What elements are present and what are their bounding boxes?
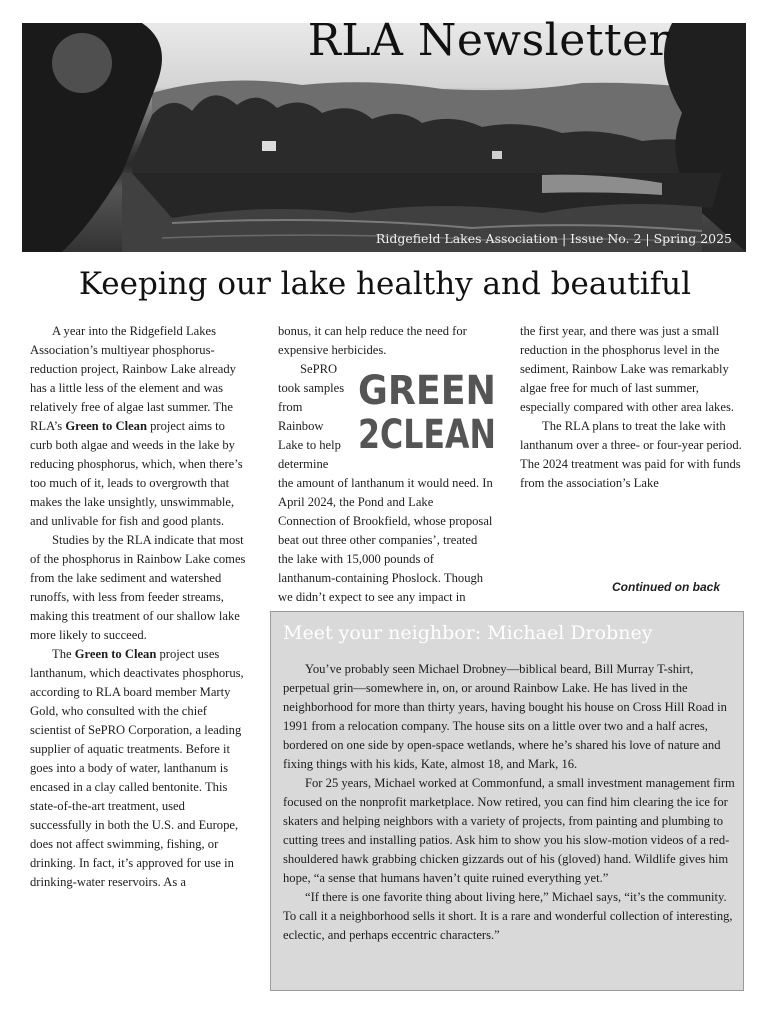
continued-on-back: Continued on back [612, 580, 720, 594]
neighbor-sidebar [270, 611, 744, 991]
article-paragraph: bonus, it can help reduce the need for expensive herbicides. [278, 324, 467, 357]
green-to-clean-logo-icon [354, 364, 500, 458]
article-paragraph: The RLA plans to treat the lake with lanthanum over a three- or four-year period. The 2024 treatment was paid for with funds from the association’s Lake [520, 419, 742, 490]
neighbor-paragraph: “If there is one favorite thing about living here,” Michael says, “it’s the community. To call it a neighborhood sells it short. It is a rare and wonderful collection of interesting, eclectic, and perhaps eccentric characters.” [283, 890, 733, 942]
neighbor-title: Meet your neighbor: Michael Drobney [283, 622, 653, 644]
article-column-1 [30, 322, 248, 892]
neighbor-text [283, 660, 737, 945]
article-paragraph: Studies by the RLA indicate that most of the phosphorus in Rainbow Lake comes from the lake sediment and watershed runoffs, with less from feeder streams, making this treatment of our shallow lake more likely to succeed. [30, 533, 246, 642]
article-paragraph: The Green to Clean project uses lanthanum, which deactivates phosphorus, according to RLA board member Marty Gold, who consulted with the chief scientist of SePRO Corporation, a leading supplier of aquatic treatments. Before it goes into a body of water, lanthanum is encased in a clay called bentonite. This state-of-the-art treatment, used successfully in both the U.S. and Europe, does not affect swimming, fishing, or drinking. In fact, it’s approved for use in drinking-water reservoirs. As a [30, 647, 244, 889]
logo-line-1: GREEN [358, 368, 496, 414]
newsletter-masthead: RLA Newsletter [307, 15, 671, 66]
hero-lake-photo [22, 15, 746, 252]
article-column-2 [278, 322, 494, 607]
issue-line: Ridgefield Lakes Association | Issue No. 2 | Spring 2025 [375, 231, 732, 246]
logo-line-2: 2CLEAN [358, 412, 496, 458]
article-headline: Keeping our lake healthy and beautiful [78, 266, 692, 302]
neighbor-paragraph: You’ve probably seen Michael Drobney—biblical beard, Bill Murray T-shirt, perpetual grin—somewhere in, on, or around Rainbow Lake. He has lived in the neighborhood for more than thirty years, having bought his house on Cross Hill Road in 1991 from a relocation company. The house sits on a little over two and a half acres, bordered on one side by open-space wetlands, where he’s shared his love of nature and fixing things with his kids, Kate, almost 18, and Mark, 16. [283, 662, 727, 771]
article-paragraph: A year into the Ridgefield Lakes Association’s multiyear phosphorus-reduction project, Rainbow Lake already has a little less of the element and was relatively free of algae last summer. The RLA’s Green to Clean project aims to curb both algae and weeds in the lake by reducing phosphorus, which, when there’s too much of it, leads to overgrowth that makes the lake unsightly, unswimmable, and unlivable for fish and good plants. [30, 324, 243, 528]
article-paragraph: the first year, and there was just a small reduction in the phosphorus level in the sediment, Rainbow Lake was remarkably algae free for much of last summer, especially compared with other area lakes. [520, 324, 734, 414]
article-paragraph: SePRO took samples from Rainbow Lake to help determine the amount of lanthanum it would need. In April 2024, the Pond and Lake Connection of Brookfield, whose proposal beat out three other companies’, treated the lake with 15,000 pounds of lanthanum-containing Phoslock. Though we didn’t expect to see any impact in [278, 362, 493, 604]
article-column-3 [520, 322, 742, 493]
neighbor-paragraph: For 25 years, Michael worked at Commonfund, a small investment management firm focused on the nonprofit marketplace. Now retired, you can find him clearing the ice for skaters and helping neighbors with a variety of projects, from painting and plumbing to cutting trees and installing patios. Ask him to show you his slow-motion videos of a red-shouldered hawk grabbing chicken gizzards out of his (gloved) hand. Wildlife gives him hope, “a sense that humans haven’t quite ruined everything yet.” [283, 776, 735, 885]
